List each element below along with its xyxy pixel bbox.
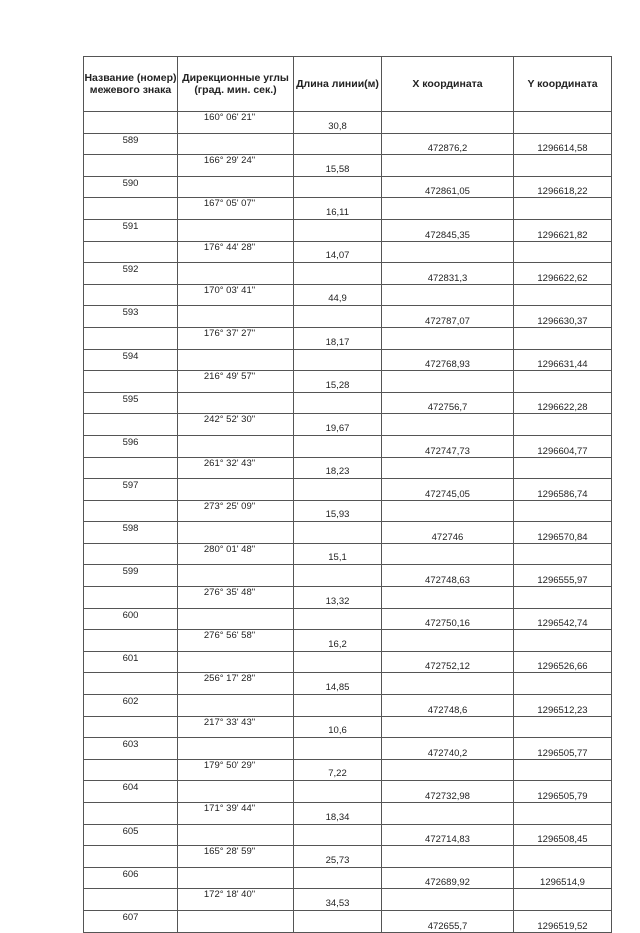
line-length-cell: 14,07: [294, 241, 382, 263]
y-coordinate-cell: [514, 241, 612, 263]
y-coordinate-cell: 1296630,37: [514, 306, 612, 328]
table-row: [84, 457, 612, 479]
line-length-cell: [294, 867, 382, 889]
mark-name-cell: 594: [84, 349, 178, 371]
y-coordinate-cell: 1296621,82: [514, 219, 612, 241]
y-coordinate-cell: [514, 155, 612, 177]
table-row: [84, 716, 612, 738]
table-row: [84, 543, 612, 565]
y-coordinate-cell: 1296512,23: [514, 695, 612, 717]
x-coordinate-cell: 472845,35: [382, 219, 514, 241]
directional-angle-cell: [178, 781, 294, 803]
mark-name-cell: [84, 198, 178, 220]
mark-name-cell: 604: [84, 781, 178, 803]
table-row: [84, 155, 612, 177]
mark-name-cell: [84, 327, 178, 349]
line-length-cell: [294, 306, 382, 328]
mark-name-cell: [84, 457, 178, 479]
directional-angle-cell: [178, 651, 294, 673]
mark-name-cell: [84, 716, 178, 738]
line-length-cell: 14,85: [294, 673, 382, 695]
header-mark-name: Название (номер) межевого знака: [84, 57, 178, 112]
directional-angle-cell: [178, 565, 294, 587]
y-coordinate-cell: 1296505,77: [514, 738, 612, 760]
y-coordinate-cell: [514, 630, 612, 652]
mark-name-cell: [84, 284, 178, 306]
directional-angle-cell: 256° 17' 28": [178, 673, 294, 695]
table-row: [84, 759, 612, 781]
table-row: [84, 198, 612, 220]
x-coordinate-cell: 472748,6: [382, 695, 514, 717]
table-row: [84, 695, 612, 717]
y-coordinate-cell: 1296604,77: [514, 435, 612, 457]
table-row: [84, 306, 612, 328]
table-row: [84, 608, 612, 630]
y-coordinate-cell: [514, 803, 612, 825]
table-row: [84, 414, 612, 436]
x-coordinate-cell: [382, 414, 514, 436]
line-length-cell: 10,6: [294, 716, 382, 738]
directional-angle-cell: 179° 50' 29": [178, 759, 294, 781]
directional-angle-cell: 160° 06' 21": [178, 112, 294, 134]
x-coordinate-cell: 472876,2: [382, 133, 514, 155]
mark-name-cell: [84, 414, 178, 436]
line-length-cell: 16,2: [294, 630, 382, 652]
directional-angle-cell: 280° 01' 48": [178, 543, 294, 565]
x-coordinate-cell: 472752,12: [382, 651, 514, 673]
x-coordinate-cell: 472787,07: [382, 306, 514, 328]
x-coordinate-cell: [382, 371, 514, 393]
line-length-cell: 7,22: [294, 759, 382, 781]
table-row: [84, 241, 612, 263]
table-row: [84, 112, 612, 134]
table-row: [84, 435, 612, 457]
y-coordinate-cell: 1296570,84: [514, 522, 612, 544]
mark-name-cell: 590: [84, 176, 178, 198]
table-row: [84, 219, 612, 241]
line-length-cell: 34,53: [294, 889, 382, 911]
table-row: [84, 781, 612, 803]
mark-name-cell: [84, 371, 178, 393]
y-coordinate-cell: [514, 543, 612, 565]
line-length-cell: [294, 695, 382, 717]
table-row: [84, 371, 612, 393]
x-coordinate-cell: [382, 846, 514, 868]
mark-name-cell: 593: [84, 306, 178, 328]
table-row: [84, 263, 612, 285]
directional-angle-cell: [178, 738, 294, 760]
line-length-cell: [294, 608, 382, 630]
line-length-cell: [294, 176, 382, 198]
x-coordinate-cell: [382, 716, 514, 738]
y-coordinate-cell: [514, 112, 612, 134]
table-header-row: [84, 57, 612, 112]
table-row: [84, 673, 612, 695]
mark-name-cell: 597: [84, 479, 178, 501]
x-coordinate-cell: 472655,7: [382, 910, 514, 932]
x-coordinate-cell: 472689,92: [382, 867, 514, 889]
mark-name-cell: [84, 759, 178, 781]
line-length-cell: 18,17: [294, 327, 382, 349]
table-row: [84, 824, 612, 846]
table-row: [84, 867, 612, 889]
x-coordinate-cell: 472748,63: [382, 565, 514, 587]
mark-name-cell: [84, 630, 178, 652]
y-coordinate-cell: [514, 587, 612, 609]
y-coordinate-cell: 1296505,79: [514, 781, 612, 803]
line-length-cell: [294, 522, 382, 544]
mark-name-cell: 607: [84, 910, 178, 932]
line-length-cell: 13,32: [294, 587, 382, 609]
line-length-cell: 44,9: [294, 284, 382, 306]
y-coordinate-cell: [514, 414, 612, 436]
mark-name-cell: 591: [84, 219, 178, 241]
boundary-coordinates-table: [83, 56, 612, 933]
line-length-cell: 19,67: [294, 414, 382, 436]
y-coordinate-cell: [514, 457, 612, 479]
x-coordinate-cell: [382, 241, 514, 263]
directional-angle-cell: 166° 29' 24": [178, 155, 294, 177]
y-coordinate-cell: 1296622,28: [514, 392, 612, 414]
x-coordinate-cell: [382, 673, 514, 695]
mark-name-cell: 598: [84, 522, 178, 544]
table-row: [84, 522, 612, 544]
header-directional-angles: Дирекционные углы (град. мин. сек.): [178, 57, 294, 112]
table-row: [84, 565, 612, 587]
y-coordinate-cell: [514, 846, 612, 868]
y-coordinate-cell: 1296555,97: [514, 565, 612, 587]
x-coordinate-cell: 472746: [382, 522, 514, 544]
header-line-length: Длина линии(м): [294, 57, 382, 112]
x-coordinate-cell: [382, 587, 514, 609]
mark-name-cell: 600: [84, 608, 178, 630]
directional-angle-cell: [178, 392, 294, 414]
directional-angle-cell: [178, 133, 294, 155]
directional-angle-cell: [178, 349, 294, 371]
line-length-cell: [294, 349, 382, 371]
line-length-cell: [294, 392, 382, 414]
table-row: [84, 651, 612, 673]
table-row: [84, 392, 612, 414]
y-coordinate-cell: 1296631,44: [514, 349, 612, 371]
line-length-cell: 30,8: [294, 112, 382, 134]
line-length-cell: 15,58: [294, 155, 382, 177]
x-coordinate-cell: [382, 198, 514, 220]
x-coordinate-cell: 472831,3: [382, 263, 514, 285]
mark-name-cell: 602: [84, 695, 178, 717]
y-coordinate-cell: [514, 371, 612, 393]
directional-angle-cell: 167° 05' 07": [178, 198, 294, 220]
directional-angle-cell: 276° 35' 48": [178, 587, 294, 609]
line-length-cell: 16,11: [294, 198, 382, 220]
mark-name-cell: 606: [84, 867, 178, 889]
x-coordinate-cell: [382, 327, 514, 349]
directional-angle-cell: 170° 03' 41": [178, 284, 294, 306]
x-coordinate-cell: [382, 803, 514, 825]
directional-angle-cell: 273° 25' 09": [178, 500, 294, 522]
directional-angle-cell: [178, 479, 294, 501]
directional-angle-cell: [178, 435, 294, 457]
table-row: [84, 803, 612, 825]
x-coordinate-cell: 472732,98: [382, 781, 514, 803]
directional-angle-cell: [178, 219, 294, 241]
line-length-cell: [294, 651, 382, 673]
line-length-cell: [294, 219, 382, 241]
y-coordinate-cell: [514, 198, 612, 220]
directional-angle-cell: [178, 263, 294, 285]
line-length-cell: [294, 435, 382, 457]
line-length-cell: [294, 133, 382, 155]
line-length-cell: [294, 910, 382, 932]
table-row: [84, 349, 612, 371]
x-coordinate-cell: 472747,73: [382, 435, 514, 457]
directional-angle-cell: [178, 910, 294, 932]
y-coordinate-cell: [514, 284, 612, 306]
x-coordinate-cell: 472714,83: [382, 824, 514, 846]
mark-name-cell: [84, 500, 178, 522]
y-coordinate-cell: 1296514,9: [514, 867, 612, 889]
line-length-cell: 25,73: [294, 846, 382, 868]
table-row: [84, 500, 612, 522]
line-length-cell: [294, 479, 382, 501]
mark-name-cell: 595: [84, 392, 178, 414]
line-length-cell: [294, 263, 382, 285]
line-length-cell: 18,23: [294, 457, 382, 479]
directional-angle-cell: [178, 867, 294, 889]
mark-name-cell: [84, 846, 178, 868]
mark-name-cell: 605: [84, 824, 178, 846]
x-coordinate-cell: 472768,93: [382, 349, 514, 371]
y-coordinate-cell: [514, 673, 612, 695]
directional-angle-cell: [178, 176, 294, 198]
mark-name-cell: [84, 889, 178, 911]
x-coordinate-cell: [382, 155, 514, 177]
table-row: [84, 327, 612, 349]
mark-name-cell: 596: [84, 435, 178, 457]
directional-angle-cell: 217° 33' 43": [178, 716, 294, 738]
x-coordinate-cell: 472740,2: [382, 738, 514, 760]
mark-name-cell: [84, 803, 178, 825]
directional-angle-cell: 171° 39' 44": [178, 803, 294, 825]
y-coordinate-cell: 1296519,52: [514, 910, 612, 932]
directional-angle-cell: [178, 306, 294, 328]
y-coordinate-cell: 1296618,22: [514, 176, 612, 198]
x-coordinate-cell: [382, 759, 514, 781]
mark-name-cell: [84, 155, 178, 177]
directional-angle-cell: 261° 32' 43": [178, 457, 294, 479]
mark-name-cell: 599: [84, 565, 178, 587]
y-coordinate-cell: 1296586,74: [514, 479, 612, 501]
x-coordinate-cell: 472750,16: [382, 608, 514, 630]
table-row: [84, 630, 612, 652]
x-coordinate-cell: [382, 889, 514, 911]
directional-angle-cell: 165° 28' 59": [178, 846, 294, 868]
mark-name-cell: 589: [84, 133, 178, 155]
x-coordinate-cell: [382, 112, 514, 134]
x-coordinate-cell: 472745,05: [382, 479, 514, 501]
table-row: [84, 284, 612, 306]
mark-name-cell: [84, 673, 178, 695]
y-coordinate-cell: [514, 716, 612, 738]
x-coordinate-cell: [382, 630, 514, 652]
mark-name-cell: [84, 543, 178, 565]
mark-name-cell: 592: [84, 263, 178, 285]
directional-angle-cell: [178, 608, 294, 630]
y-coordinate-cell: [514, 327, 612, 349]
directional-angle-cell: 176° 37' 27": [178, 327, 294, 349]
directional-angle-cell: [178, 695, 294, 717]
y-coordinate-cell: 1296508,45: [514, 824, 612, 846]
line-length-cell: [294, 781, 382, 803]
y-coordinate-cell: 1296614,58: [514, 133, 612, 155]
x-coordinate-cell: [382, 457, 514, 479]
directional-angle-cell: 276° 56' 58": [178, 630, 294, 652]
mark-name-cell: [84, 112, 178, 134]
table-row: [84, 910, 612, 932]
line-length-cell: [294, 738, 382, 760]
table-row: [84, 889, 612, 911]
table-row: [84, 846, 612, 868]
boundary-marks-sheet: [83, 56, 611, 933]
y-coordinate-cell: 1296526,66: [514, 651, 612, 673]
directional-angle-cell: 176° 44' 28": [178, 241, 294, 263]
table-row: [84, 479, 612, 501]
line-length-cell: 15,93: [294, 500, 382, 522]
x-coordinate-cell: [382, 543, 514, 565]
mark-name-cell: 601: [84, 651, 178, 673]
table-row: [84, 587, 612, 609]
mark-name-cell: 603: [84, 738, 178, 760]
table-row: [84, 133, 612, 155]
table-row: [84, 176, 612, 198]
y-coordinate-cell: [514, 759, 612, 781]
x-coordinate-cell: 472756,7: [382, 392, 514, 414]
header-x-coordinate: X координата: [382, 57, 514, 112]
x-coordinate-cell: [382, 284, 514, 306]
mark-name-cell: [84, 241, 178, 263]
line-length-cell: [294, 565, 382, 587]
line-length-cell: 15,1: [294, 543, 382, 565]
y-coordinate-cell: [514, 889, 612, 911]
line-length-cell: 18,34: [294, 803, 382, 825]
line-length-cell: [294, 824, 382, 846]
directional-angle-cell: 172° 18' 40": [178, 889, 294, 911]
directional-angle-cell: 242° 52' 30": [178, 414, 294, 436]
y-coordinate-cell: 1296542,74: [514, 608, 612, 630]
y-coordinate-cell: 1296622,62: [514, 263, 612, 285]
y-coordinate-cell: [514, 500, 612, 522]
directional-angle-cell: [178, 522, 294, 544]
x-coordinate-cell: [382, 500, 514, 522]
line-length-cell: 15,28: [294, 371, 382, 393]
directional-angle-cell: [178, 824, 294, 846]
table-row: [84, 738, 612, 760]
mark-name-cell: [84, 587, 178, 609]
x-coordinate-cell: 472861,05: [382, 176, 514, 198]
directional-angle-cell: 216° 49' 57": [178, 371, 294, 393]
header-y-coordinate: Y координата: [514, 57, 612, 112]
